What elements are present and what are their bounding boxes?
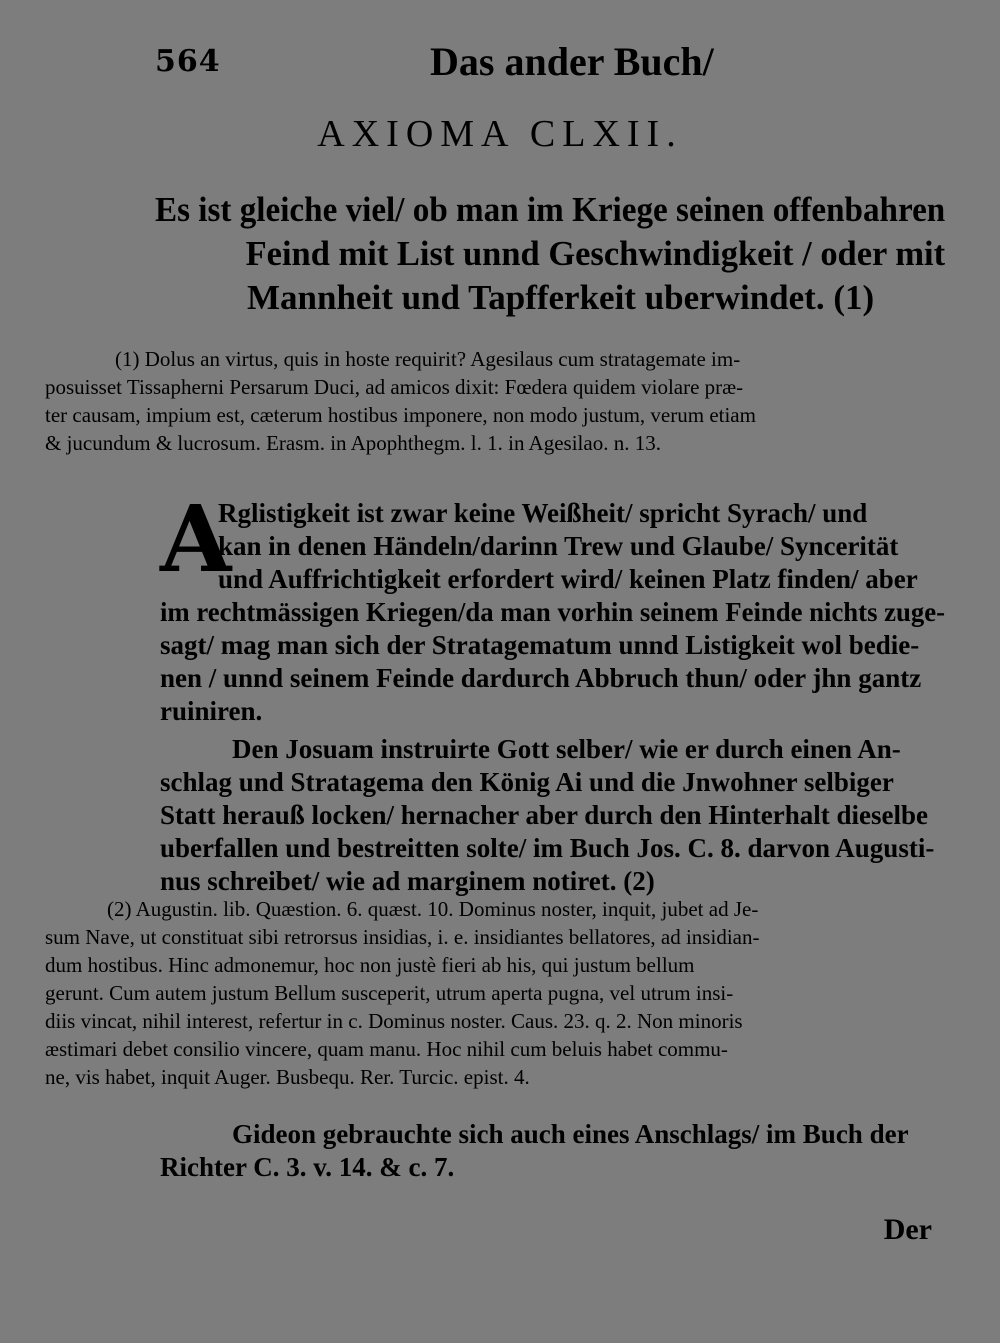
- axioma-heading: AXIOMA CLXII.: [317, 113, 683, 155]
- note-line: æstimari debet consilio vincere, quam manu. Hoc nihil cum beluis habet commu-: [45, 1037, 728, 1061]
- paragraph-line: Rglistigkeit ist zwar keine Weißheit/ spricht Syrach/ und: [218, 498, 868, 528]
- axiom-line: Feind mit List unnd Geschwindigkeit / oder mit: [245, 234, 946, 273]
- paragraph-line: im rechtmässigen Kriegen/da man vorhin seinem Feinde nichts zuge-: [160, 597, 946, 627]
- note-line: dum hostibus. Hinc admonemur, hoc non justè fieri ab his, qui justum bellum: [45, 953, 695, 977]
- note-line: diis vincat, nihil interest, refertur in c. Dominus noster. Caus. 23. q. 2. Non minoris: [45, 1009, 743, 1033]
- page-number: 564: [155, 44, 221, 79]
- paragraph-line: Den Josuam instruirte Gott selber/ wie er durch einen An-: [232, 734, 901, 764]
- note-line: ter causam, impium est, cæterum hostibus imponere, non modo justum, verum etiam: [45, 403, 756, 427]
- paragraph-3: [160, 1118, 945, 1184]
- paragraph-line: schlag und Stratagema den König Ai und die Jnwohner selbiger: [160, 767, 894, 797]
- note-line: sum Nave, ut constituat sibi retrorsus insidias, i. e. insidiantes bellatores, ad insidian-: [45, 925, 760, 949]
- catchword: Der: [883, 1213, 932, 1246]
- drop-capital: A: [160, 485, 232, 593]
- axiom-line: Es ist gleiche viel/ ob man im Kriege seinen offenbahren: [155, 190, 946, 229]
- paragraph-line: ruiniren.: [160, 696, 263, 726]
- paragraph-line: uberfallen und bestreitten solte/ im Buch Jos. C. 8. darvon Augusti-: [160, 833, 935, 863]
- note-line: (1) Dolus an virtus, quis in hoste requirit? Agesilaus cum stratagemate im-: [115, 347, 741, 371]
- note-line: (2) Augustin. lib. Quæstion. 6. quæst. 10. Dominus noster, inquit, jubet ad Je-: [107, 897, 759, 921]
- footnote-2: [45, 895, 940, 1091]
- axiom-statement: [155, 188, 945, 320]
- axiom-line: Mannheit und Tapfferkeit uberwindet. (1): [247, 278, 875, 317]
- paragraph-line: Richter C. 3. v. 14. & c. 7.: [160, 1152, 455, 1182]
- paragraph-line: und Auffrichtigkeit erfordert wird/ keinen Platz finden/ aber: [218, 564, 918, 594]
- note-line: gerunt. Cum autem justum Bellum susceperit, utrum aperta pugna, vel utrum insi-: [45, 981, 734, 1005]
- paragraph-1: [160, 485, 946, 728]
- paragraph-line: sagt/ mag man sich der Stratagematum unnd Listigkeit wol bedie-: [160, 630, 920, 660]
- note-line: posuisset Tissapherni Persarum Duci, ad amicos dixit: Fœdera quidem violare præ-: [45, 375, 744, 399]
- paragraph-line: nen / unnd seinem Feinde dardurch Abbruch thun/ oder jhn gantz: [160, 663, 922, 693]
- note-line: & jucundum & lucrosum. Erasm. in Apophthegm. l. 1. in Agesilao. n. 13.: [45, 431, 661, 455]
- note-line: ne, vis habet, inquit Auger. Busbequ. Rer. Turcic. epist. 4.: [45, 1065, 530, 1089]
- paragraph-2: [160, 733, 945, 898]
- running-title: Das ander Buch/: [430, 39, 714, 84]
- page-header: [150, 38, 950, 98]
- paragraph-line: kan in denen Händeln/darinn Trew und Glaube/ Syncerität: [218, 531, 899, 561]
- paragraph-line: Statt herauß locken/ hernacher aber durch den Hinterhalt dieselbe: [160, 800, 929, 830]
- paragraph-line: Gideon gebrauchte sich auch eines Anschlags/ im Buch der: [232, 1119, 909, 1149]
- footnote-1: [45, 345, 940, 457]
- paragraph-line: nus schreibet/ wie ad marginem notiret. (2): [160, 866, 655, 896]
